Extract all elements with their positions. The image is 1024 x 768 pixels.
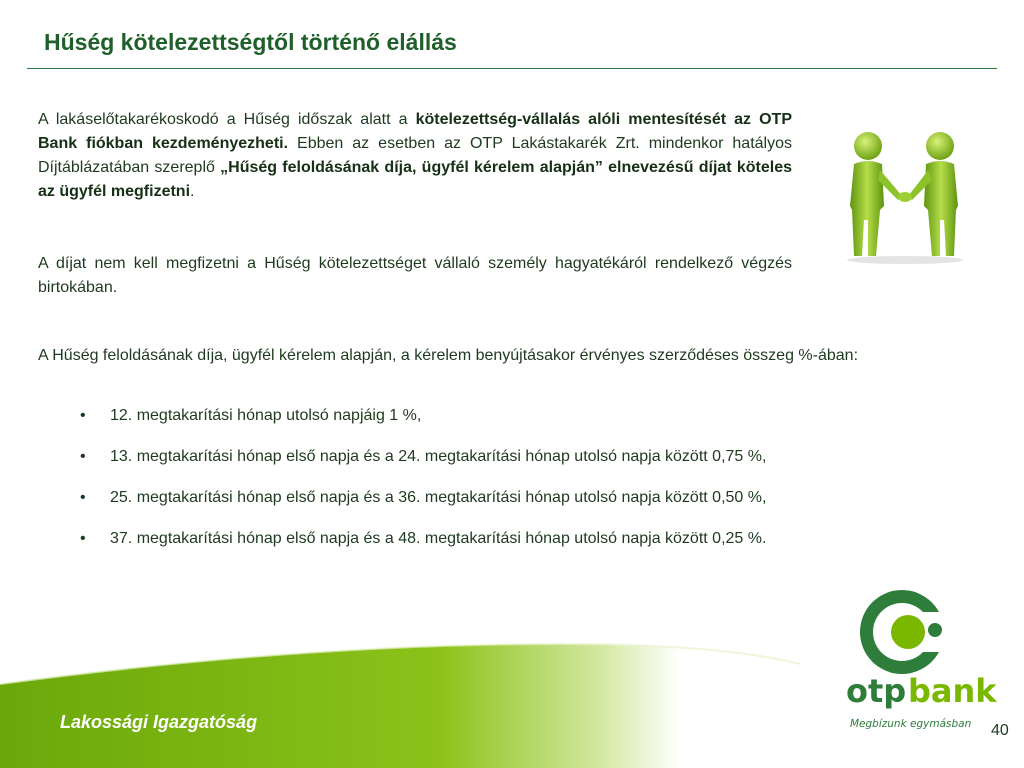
- list-item: [80, 527, 766, 568]
- page-number: 40: [991, 722, 1009, 739]
- slide-title: Hűség kötelezettségtől történő elállás: [44, 29, 457, 55]
- list-item: [80, 445, 766, 486]
- p1-text-1: A lakáselőtakarékoskodó a Hűség időszak alatt a: [38, 111, 416, 128]
- p1-text-2: Ebben az esetben az OTP Lakástakarék Zrt. mindenkor hatályos Díjtáblázatában szereplő: [38, 135, 792, 176]
- otp-bank-logo: [842, 586, 997, 736]
- logo-text-prefix: otp: [846, 672, 907, 710]
- bullet-icon: •: [80, 530, 86, 547]
- p1-bold-1: kötelezettség-vállalás alóli mentesítését az OTP Bank fiókban kezdeményezheti.: [38, 111, 792, 152]
- p1-bold-2: „Hűség feloldásának díja, ügyfél kérelem alapján” elnevezésű díjat köteles az ügyfél megfizetni: [38, 159, 792, 200]
- paragraph-fee-intro: A Hűség feloldásának díja, ügyfél kérelem alapján, a kérelem benyújtásakor érvényes szerződéses összeg %-ában:: [38, 347, 859, 364]
- list-item: [80, 486, 766, 527]
- paragraph-exemption: A díjat nem kell megfizetni a Hűség kötelezettséget vállaló személy hagyatékáról rendelkező végzés birtokában.: [38, 255, 792, 296]
- list-item: [80, 404, 766, 445]
- p1-text-end: .: [190, 183, 195, 200]
- paragraph-mentesites: [38, 108, 792, 204]
- list-item-text: 12. megtakarítási hónap utolsó napjáig 1 %,: [110, 407, 422, 424]
- list-item-text: 13. megtakarítási hónap első napja és a 24. megtakarítási hónap utolsó napja között 0,75 %,: [110, 448, 767, 465]
- logo-text-suffix: bank: [908, 672, 997, 710]
- logo-slogan: Megbízunk egymásban: [850, 718, 972, 730]
- title-divider: [27, 68, 997, 69]
- handshake-figures-icon: [840, 124, 970, 266]
- footer-department: Lakossági Igazgatóság: [60, 712, 258, 732]
- list-item-text: 37. megtakarítási hónap első napja és a 48. megtakarítási hónap utolsó napja között 0,25 %.: [110, 530, 767, 547]
- bullet-icon: •: [80, 489, 86, 506]
- bullet-icon: •: [80, 448, 86, 465]
- fee-list: [80, 404, 766, 568]
- list-item-text: 25. megtakarítási hónap első napja és a 36. megtakarítási hónap utolsó napja között 0,50 %,: [110, 489, 767, 506]
- bullet-icon: •: [80, 407, 86, 424]
